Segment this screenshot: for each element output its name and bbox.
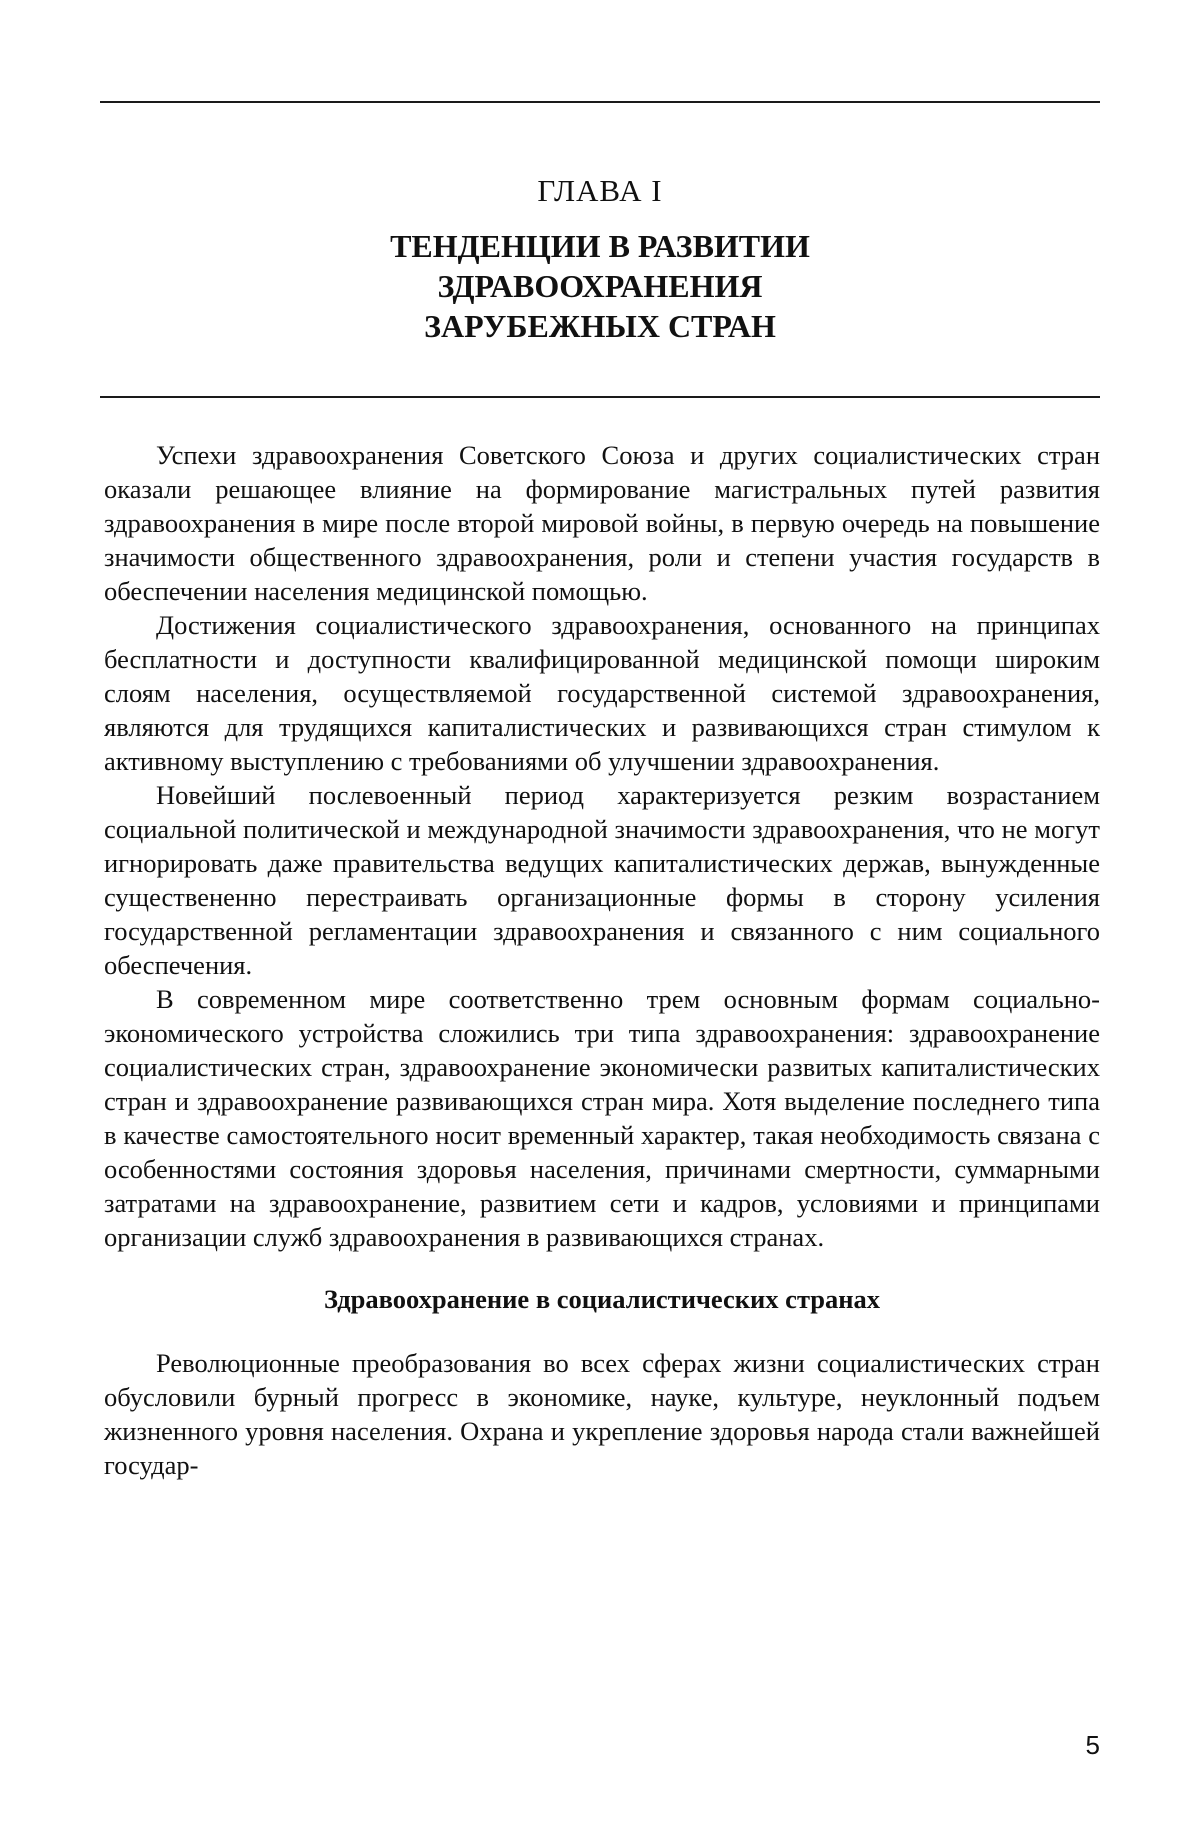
page-number: 5 [1085, 1730, 1100, 1760]
chapter-label: ГЛАВА I [537, 173, 663, 208]
chapter-title-line: ЗАРУБЕЖНЫХ СТРАН [424, 308, 776, 344]
paragraph: Революционные преобразования во всех сферах жизни социалистических стран обусловили бурный прогресс в экономике, науке, культуре, неуклонный подъем жизненного уровня населения. Охрана и укрепление здоровья народа стали важнейшей государ- [104, 1348, 1100, 1480]
section-heading: Здравоохранение в социалистических странах [323, 1284, 881, 1314]
paragraph: Новейший послевоенный период характеризуется резким возрастанием социальной политической и международной значимости здравоохранения, что не могут игнорировать даже правительства ведущих капиталистических держав, вынужденные существененно перестраивать организационные формы в сторону усиления государственной регламентации здравоохранения и связанного с ним социального обеспечения. [104, 780, 1100, 980]
body-text [104, 438, 1100, 1482]
paragraph: В современном мире соответственно трем основным формам социально-экономического устройства сложились три типа здравоохранения: здравоохранение социалистических стран, здравоохранение экономически развитых капиталистических стран и здравоохранение развивающихся стран мира. Хотя выделение последнего типа в качестве самостоятельного носит временный характер, такая необходимость связана с особенностями состояния здоровья населения, причинами смертности, суммарными затратами на здравоохранение, развитием сети и кадров, условиями и принципами организации служб здравоохранения в развивающихся странах. [104, 984, 1100, 1252]
chapter-title [0, 226, 1200, 346]
chapter-title-line: ТЕНДЕНЦИИ В РАЗВИТИИ [390, 228, 810, 264]
top-rule [100, 101, 1100, 103]
paragraph: Достижения социалистического здравоохранения, основанного на принципах бесплатности и доступности квалифицированной медицинской помощи широким слоям населения, осуществляемой государственной системой здравоохранения, являются для трудящихся капиталистических и развивающихся стран стимулом к активному выступлению с требованиями об улучшении здравоохранения. [104, 610, 1100, 776]
chapter-title-line: ЗДРАВООХРАНЕНИЯ [437, 268, 763, 304]
paragraph: Успехи здравоохранения Советского Союза и других социалистических стран оказали решающее влияние на формирование магистральных путей развития здравоохранения в мире после второй мировой войны, в первую очередь на повышение значимости общественного здравоохранения, роли и степени участия государств в обеспечении населения медицинской помощью. [104, 440, 1100, 606]
bottom-rule [100, 396, 1100, 398]
